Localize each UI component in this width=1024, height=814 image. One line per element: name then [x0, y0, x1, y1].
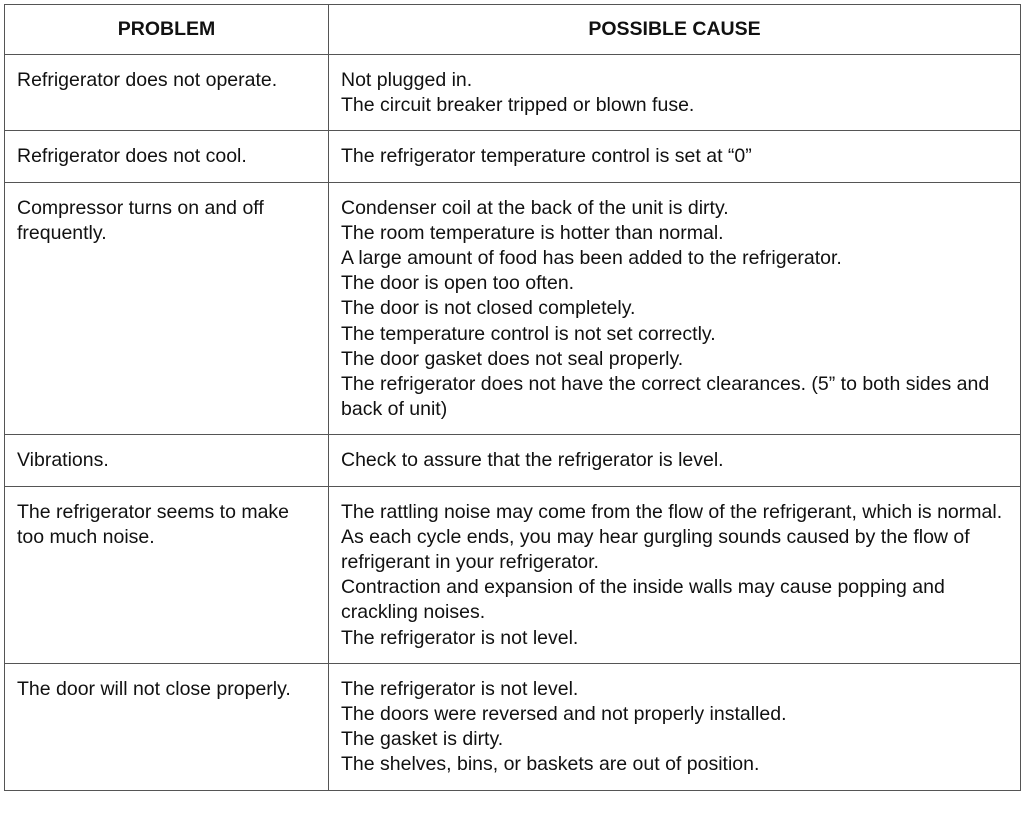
- problem-cell: Compressor turns on and off frequently.: [5, 182, 329, 435]
- cause-cell: [329, 55, 1021, 131]
- cause-line: The shelves, bins, or baskets are out of position.: [341, 753, 760, 776]
- cause-line: The refrigerator is not level.: [341, 677, 579, 700]
- cause-line: The door gasket does not seal properly.: [341, 347, 684, 370]
- problem-cell: Refrigerator does not cool.: [5, 131, 329, 182]
- cause-line: The gasket is dirty.: [341, 728, 504, 751]
- cause-line: The rattling noise may come from the flow of the refrigerant, which is normal.: [341, 500, 1003, 523]
- cause-cell: [329, 182, 1021, 435]
- problem-cell: Vibrations.: [5, 435, 329, 486]
- problem-cell: The door will not close properly.: [5, 663, 329, 790]
- problem-cell: The refrigerator seems to make too much noise.: [5, 486, 329, 663]
- table-row: [5, 182, 1021, 435]
- cause-line: As each cycle ends, you may hear gurgling sounds caused by the flow of refrigerant in your refrigerator.: [341, 525, 970, 574]
- cause-column-header: POSSIBLE CAUSE: [329, 5, 1021, 55]
- cause-line: Condenser coil at the back of the unit is dirty.: [341, 196, 729, 219]
- cause-cell: [329, 486, 1021, 663]
- cause-cell: [329, 435, 1021, 486]
- problem-cell: Refrigerator does not operate.: [5, 55, 329, 131]
- cause-line: The door is not closed completely.: [341, 297, 636, 320]
- table-row: [5, 55, 1021, 131]
- problem-column-header: PROBLEM: [5, 5, 329, 55]
- cause-cell: [329, 131, 1021, 182]
- table-header-row: [5, 5, 1021, 55]
- cause-line: The temperature control is not set correctly.: [341, 322, 716, 345]
- cause-line: Check to assure that the refrigerator is level.: [341, 449, 724, 472]
- table-row: [5, 486, 1021, 663]
- table-row: [5, 663, 1021, 790]
- cause-line: The refrigerator is not level.: [341, 626, 579, 649]
- cause-line: The refrigerator does not have the correct clearances. (5” to both sides and back of unit): [341, 373, 990, 421]
- cause-cell: [329, 663, 1021, 790]
- cause-line: Not plugged in.: [341, 69, 473, 91]
- cause-line: The circuit breaker tripped or blown fuse.: [341, 94, 695, 117]
- cause-line: The doors were reversed and not properly installed.: [341, 703, 787, 726]
- table-row: [5, 131, 1021, 182]
- cause-line: A large amount of food has been added to the refrigerator.: [341, 247, 842, 270]
- cause-line: The room temperature is hotter than normal.: [341, 221, 724, 244]
- troubleshooting-table: [4, 4, 1021, 791]
- cause-line: The refrigerator temperature control is set at “0”: [341, 145, 752, 168]
- table-row: [5, 435, 1021, 486]
- cause-line: Contraction and expansion of the inside walls may cause popping and crackling noises.: [341, 576, 945, 624]
- cause-line: The door is open too often.: [341, 272, 575, 295]
